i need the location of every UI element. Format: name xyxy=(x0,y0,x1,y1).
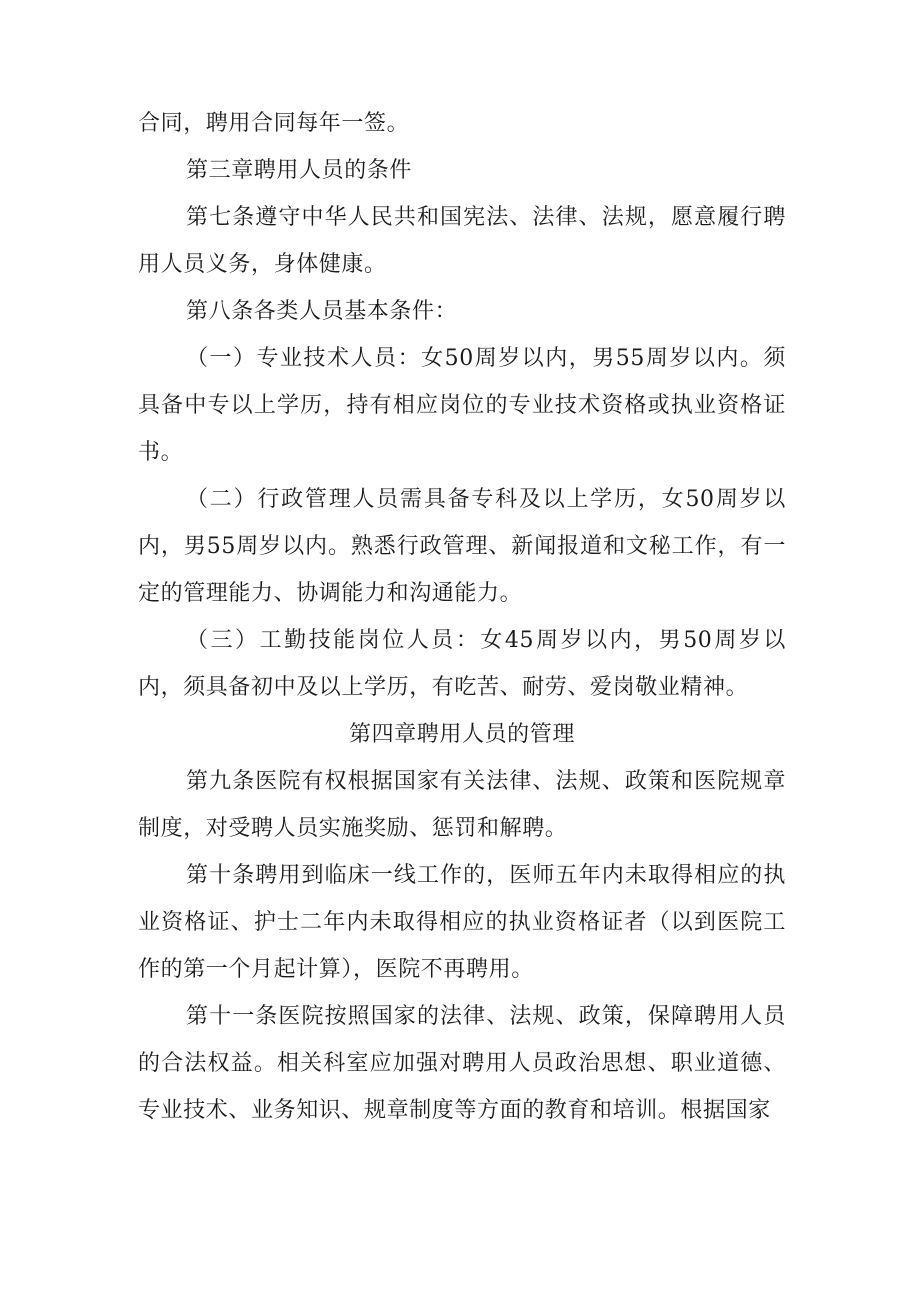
article-eleven: 第十一条医院按照国家的法律、法规、政策，保障聘用人员的合法权益。相关科室应加强对聘用人员政治思想、职业道德、专业技术、业务知识、规章制度等方面的教育和培训。根据国家 xyxy=(138,1004,786,1123)
article-eight: 第八条各类人员基本条件： xyxy=(186,299,458,324)
article-eight-item-2: （二）行政管理人员需具备专科及以上学历，女50周岁以内，男55周岁以内。熟悉行政管理、新闻报道和文秘工作，有一定的管理能力、协调能力和沟通能力。 xyxy=(138,487,786,606)
document-page xyxy=(138,100,786,1134)
article-ten: 第十条聘用到临床一线工作的，医师五年内未取得相应的执业资格证、护士二年内未取得相应的执业资格证者（以到医院工作的第一个月起计算），医院不再聘用。 xyxy=(138,863,786,982)
paragraph-continuation: 合同，聘用合同每年一签。 xyxy=(138,111,410,136)
chapter-four-heading: 第四章聘用人员的管理 xyxy=(348,722,575,747)
article-eight-item-3: （三）工勤技能岗位人员：女45周岁以内，男50周岁以内，须具备初中及以上学历，有吃苦、耐劳、爱岗敬业精神。 xyxy=(138,628,786,700)
article-seven: 第七条遵守中华人民共和国宪法、法律、法规，愿意履行聘用人员义务，身体健康。 xyxy=(138,205,786,277)
chapter-three-heading: 第三章聘用人员的条件 xyxy=(186,158,413,183)
article-nine: 第九条医院有权根据国家有关法律、法规、政策和医院规章制度，对受聘人员实施奖励、惩罚和解聘。 xyxy=(138,769,786,841)
article-eight-item-1: （一）专业技术人员：女50周岁以内，男55周岁以内。须具备中专以上学历，持有相应岗位的专业技术资格或执业资格证书。 xyxy=(138,346,786,465)
